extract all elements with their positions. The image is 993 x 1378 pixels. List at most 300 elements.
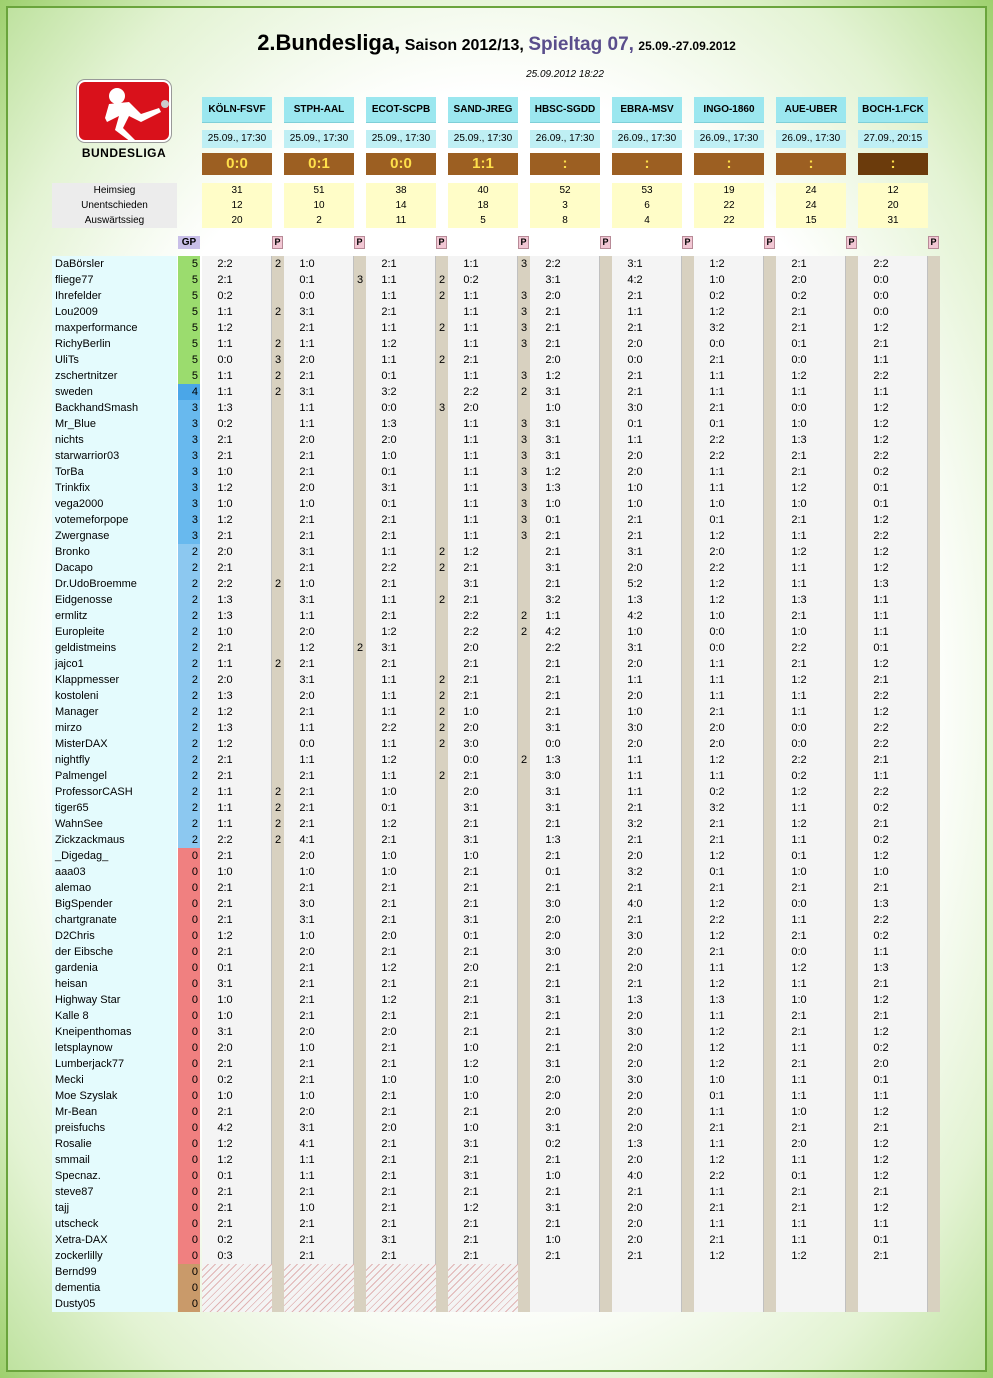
player-name: Europleite (55, 626, 105, 638)
tip-cell: 1:1 (463, 338, 479, 350)
tip-cell: 0:2 (873, 802, 889, 814)
tip-cell: 2:1 (381, 258, 397, 270)
tip-cell (284, 1280, 330, 1296)
tip-cell: 2:1 (627, 530, 643, 542)
player-points: 0 (178, 1008, 200, 1024)
player-points: 2 (178, 656, 200, 672)
tip-cell: 1:1 (627, 786, 643, 798)
tip-cell: 1:1 (873, 354, 889, 366)
date-range: 25.09.-27.09.2012 (638, 39, 736, 53)
tip-points: 2 (438, 354, 446, 366)
tip-cell: 1:0 (381, 850, 397, 862)
tip-cell: 1:2 (545, 466, 561, 478)
tip-cell: 1:2 (709, 978, 725, 990)
points-column (518, 256, 530, 1312)
tip-cell: 2:0 (545, 1106, 561, 1118)
tip-cell: 1:0 (381, 786, 397, 798)
match-result: 0:1 (284, 153, 354, 175)
player-name: Lou2009 (55, 306, 98, 318)
player-name: alemao (55, 882, 92, 894)
tip-cell: 2:1 (381, 1170, 397, 1182)
tip-cell: 2:1 (709, 834, 725, 846)
player-name: tiger65 (55, 802, 89, 814)
tip-cell: 1:1 (381, 770, 397, 782)
tip-cell: 2:1 (299, 1250, 315, 1262)
tip-points: 2 (274, 802, 282, 814)
tip-cell: 1:0 (463, 1074, 479, 1086)
tip-cell (776, 1280, 822, 1296)
tip-cell: 2:1 (217, 1058, 233, 1070)
player-name: tajj (55, 1202, 70, 1214)
match-date: 25.09., 17:30 (284, 130, 354, 148)
tip-cell: 2:2 (709, 562, 725, 574)
tip-cell: 1:1 (791, 706, 807, 718)
tip-points: 2 (520, 754, 528, 766)
tip-cell: 2:1 (217, 1186, 233, 1198)
tip-cell: 0:0 (791, 738, 807, 750)
tip-cell: 1:3 (873, 898, 889, 910)
tip-cell: 2:0 (463, 722, 479, 734)
tip-cell: 2:0 (217, 1042, 233, 1054)
tip-cell: 2:1 (709, 882, 725, 894)
tip-cell: 1:2 (791, 546, 807, 558)
tip-cell: 0:0 (873, 274, 889, 286)
tip-cell: 2:1 (873, 754, 889, 766)
tip-cell (366, 1264, 412, 1280)
player-name: RichyBerlin (55, 338, 111, 350)
tip-cell: 1:0 (217, 466, 233, 478)
tip-cell: 1:1 (463, 514, 479, 526)
player-name: Bronko (55, 546, 90, 558)
tip-cell: 0:1 (217, 1170, 233, 1182)
tip-cell: 3:1 (545, 418, 561, 430)
tip-cell: 2:1 (381, 914, 397, 926)
tip-cell: 2:1 (381, 834, 397, 846)
tip-cell: 1:1 (299, 1170, 315, 1182)
tip-cell: 2:1 (299, 450, 315, 462)
tip-cell: 1:1 (709, 674, 725, 686)
tip-cell: 2:1 (299, 802, 315, 814)
tip-cell: 2:1 (463, 770, 479, 782)
tip-cell: 1:3 (217, 722, 233, 734)
tip-cell: 0:2 (709, 290, 725, 302)
tip-cell: 2:1 (627, 290, 643, 302)
tip-cell: 1:2 (217, 738, 233, 750)
player-name: D2Chris (55, 930, 95, 942)
tip-cell: 2:2 (217, 258, 233, 270)
tip-cell: 1:2 (381, 754, 397, 766)
tip-cell: 3:1 (463, 834, 479, 846)
tip-cell: 0:0 (627, 354, 643, 366)
tip-points: 2 (438, 770, 446, 782)
tip-cell: 2:2 (463, 626, 479, 638)
tip-points: 2 (438, 706, 446, 718)
player-points: 2 (178, 800, 200, 816)
tip-cell: 1:0 (627, 498, 643, 510)
stat-draw: 20 (858, 198, 928, 213)
tip-cell: 2:1 (463, 354, 479, 366)
tip-cell: 1:1 (873, 1090, 889, 1102)
points-button[interactable]: P (682, 236, 693, 249)
tip-cell: 1:3 (873, 578, 889, 590)
tip-cell: 4:2 (545, 626, 561, 638)
tip-cell: 1:0 (299, 498, 315, 510)
tip-cell: 4:1 (299, 834, 315, 846)
player-points: 5 (178, 272, 200, 288)
match-date: 26.09., 17:30 (612, 130, 682, 148)
tip-cell: 2:1 (545, 882, 561, 894)
tip-cell: 1:1 (709, 770, 725, 782)
tip-cell: 1:2 (873, 658, 889, 670)
stat-draw: 24 (776, 198, 846, 213)
tip-cell: 1:1 (299, 754, 315, 766)
tip-cell: 2:0 (627, 1218, 643, 1230)
tip-cell: 1:0 (217, 498, 233, 510)
update-timestamp: 25.09.2012 18:22 (526, 69, 604, 80)
tip-cell: 1:0 (463, 706, 479, 718)
tip-cell: 1:0 (217, 994, 233, 1006)
tip-cell: 1:1 (463, 290, 479, 302)
tip-cell: 1:2 (217, 322, 233, 334)
tip-cell: 0:1 (545, 514, 561, 526)
tip-cell: 1:1 (709, 466, 725, 478)
tip-cell: 2:1 (299, 770, 315, 782)
tip-cell: 2:1 (873, 1250, 889, 1262)
stat-label: Auswärtssieg (52, 213, 177, 228)
tip-cell: 1:1 (217, 338, 233, 350)
tip-cell: 1:0 (545, 1170, 561, 1182)
tip-cell: 1:1 (381, 706, 397, 718)
tip-cell: 2:0 (299, 434, 315, 446)
player-name: Manager (55, 706, 99, 718)
tip-cell: 2:0 (463, 962, 479, 974)
tip-cell: 1:2 (873, 1106, 889, 1118)
tip-cell: 2:1 (545, 1010, 561, 1022)
player-points: 3 (178, 464, 200, 480)
tip-points: 2 (438, 722, 446, 734)
player-points: 4 (178, 384, 200, 400)
stat-away: 15 (776, 213, 846, 228)
player-points: 0 (178, 1200, 200, 1216)
match-date: 26.09., 17:30 (530, 130, 600, 148)
tip-points: 3 (520, 258, 528, 270)
tip-cell: 2:1 (627, 1250, 643, 1262)
tip-cell: 2:1 (381, 946, 397, 958)
tip-cell: 2:1 (545, 850, 561, 862)
player-points: 0 (178, 1296, 200, 1312)
player-points: 0 (178, 1072, 200, 1088)
tip-cell: 2:1 (791, 1058, 807, 1070)
tip-cell: 0:1 (381, 498, 397, 510)
tip-cell: 3:0 (627, 1074, 643, 1086)
tip-cell: 1:0 (217, 1090, 233, 1102)
tip-cell: 0:1 (709, 1090, 725, 1102)
tip-cell: 0:0 (709, 626, 725, 638)
match-date: 26.09., 17:30 (776, 130, 846, 148)
tip-cell: 1:0 (381, 866, 397, 878)
player-name: votemeforpope (55, 514, 129, 526)
tip-cell: 0:2 (873, 834, 889, 846)
tip-cell: 2:0 (299, 690, 315, 702)
tip-cell: 1:1 (381, 690, 397, 702)
tip-cell: 2:1 (381, 658, 397, 670)
tip-cell: 1:3 (545, 482, 561, 494)
tip-cell: 0:2 (545, 1138, 561, 1150)
player-name: ermlitz (55, 610, 88, 622)
tip-cell: 1:0 (627, 626, 643, 638)
tip-cell: 0:1 (791, 338, 807, 350)
tip-cell: 2:1 (627, 514, 643, 526)
tip-cell: 1:3 (381, 418, 397, 430)
match-header: SAND-JREG (448, 97, 518, 123)
tip-cell: 2:1 (627, 370, 643, 382)
points-button[interactable]: P (518, 236, 529, 249)
tip-cell: 1:2 (709, 1250, 725, 1262)
tip-cell: 3:2 (545, 594, 561, 606)
player-name: smmail (55, 1154, 90, 1166)
tip-points: 2 (438, 546, 446, 558)
tip-cell: 2:1 (463, 562, 479, 574)
match-header: ECOT-SCPB (366, 97, 436, 123)
tip-cell: 2:1 (381, 1154, 397, 1166)
tip-cell: 0:1 (709, 866, 725, 878)
tip-cell: 2:1 (381, 578, 397, 590)
stat-home: 12 (858, 183, 928, 198)
tip-cell: 2:1 (545, 978, 561, 990)
tip-cell: 2:1 (463, 1250, 479, 1262)
tip-cell: 3:1 (627, 258, 643, 270)
tip-cell: 2:1 (463, 978, 479, 990)
tip-cell: 1:0 (299, 1042, 315, 1054)
tip-cell: 2:1 (217, 850, 233, 862)
tip-cell: 2:1 (791, 1202, 807, 1214)
tip-cell: 2:1 (217, 1202, 233, 1214)
tip-cell: 2:1 (381, 1202, 397, 1214)
tip-cell: 1:1 (709, 658, 725, 670)
tip-cell: 0:0 (545, 738, 561, 750)
tip-cell: 3:0 (463, 738, 479, 750)
tip-cell: 1:1 (217, 818, 233, 830)
tip-cell (448, 1280, 494, 1296)
tip-cell: 2:1 (545, 706, 561, 718)
player-points: 2 (178, 704, 200, 720)
tip-cell: 1:1 (463, 498, 479, 510)
tip-cell: 0:2 (873, 930, 889, 942)
tip-cell: 2:1 (709, 1122, 725, 1134)
tip-cell: 1:3 (791, 594, 807, 606)
tip-cell: 2:2 (873, 370, 889, 382)
player-points: 2 (178, 768, 200, 784)
player-name: Kneipenthomas (55, 1026, 132, 1038)
tip-cell: 2:1 (545, 674, 561, 686)
player-name: fliege77 (55, 274, 94, 286)
tip-cell: 0:2 (217, 290, 233, 302)
player-points: 2 (178, 544, 200, 560)
tip-cell: 2:1 (381, 898, 397, 910)
points-button[interactable]: P (436, 236, 447, 249)
tip-cell: 1:1 (217, 370, 233, 382)
tip-cell: 2:1 (381, 514, 397, 526)
tip-cell: 1:1 (791, 834, 807, 846)
player-points: 3 (178, 400, 200, 416)
player-name: preisfuchs (55, 1122, 106, 1134)
tip-cell: 2:1 (791, 1026, 807, 1038)
tip-cell: 1:1 (463, 530, 479, 542)
match-header: KÖLN-FSVF (202, 97, 272, 123)
tip-cell: 1:1 (873, 1218, 889, 1230)
player-points: 0 (178, 1168, 200, 1184)
tip-cell: 1:1 (381, 290, 397, 302)
stat-away: 11 (366, 213, 436, 228)
tip-cell: 2:1 (545, 690, 561, 702)
player-name: MisterDAX (55, 738, 108, 750)
points-button[interactable]: P (354, 236, 365, 249)
tip-cell: 2:1 (381, 882, 397, 894)
tip-cell: 1:0 (709, 610, 725, 622)
tip-cell: 2:1 (299, 962, 315, 974)
tip-cell: 2:0 (627, 850, 643, 862)
tip-cell: 0:1 (627, 418, 643, 430)
tip-cell: 2:1 (873, 1186, 889, 1198)
tip-cell: 1:0 (873, 866, 889, 878)
tip-cell: 1:1 (791, 530, 807, 542)
tip-points: 3 (520, 338, 528, 350)
points-button[interactable]: P (764, 236, 775, 249)
tip-points: 2 (274, 370, 282, 382)
player-name: heisan (55, 978, 88, 990)
tip-cell: 3:1 (299, 1122, 315, 1134)
player-name: Eidgenosse (55, 594, 113, 606)
tip-points: 3 (520, 530, 528, 542)
tip-cell: 0:2 (217, 418, 233, 430)
tip-cell: 0:1 (873, 1074, 889, 1086)
tip-cell: 2:0 (627, 1122, 643, 1134)
player-points: 0 (178, 1136, 200, 1152)
tip-cell: 2:1 (791, 610, 807, 622)
tip-cell (530, 1296, 576, 1312)
tip-points: 2 (438, 738, 446, 750)
tip-cell: 1:2 (873, 1138, 889, 1150)
tip-cell: 2:1 (217, 914, 233, 926)
tip-cell: 1:0 (791, 866, 807, 878)
tip-cell: 3:2 (627, 818, 643, 830)
player-points: 5 (178, 320, 200, 336)
player-name: mirzo (55, 722, 82, 734)
match-header: INGO-1860 (694, 97, 764, 123)
tip-cell (858, 1296, 904, 1312)
tip-points: 2 (274, 306, 282, 318)
player-points: 3 (178, 416, 200, 432)
points-button[interactable]: P (272, 236, 283, 249)
tip-cell (530, 1280, 576, 1296)
player-points: 0 (178, 912, 200, 928)
tip-cell: 2:0 (381, 1026, 397, 1038)
tip-cell: 1:1 (217, 802, 233, 814)
tip-cell: 1:2 (381, 626, 397, 638)
tip-cell: 1:1 (873, 626, 889, 638)
tip-cell: 2:1 (873, 338, 889, 350)
tip-cell: 2:2 (381, 722, 397, 734)
player-name: WahnSee (55, 818, 103, 830)
tip-cell: 3:1 (545, 722, 561, 734)
player-name: kostoleni (55, 690, 99, 702)
player-points: 0 (178, 1024, 200, 1040)
player-points: 0 (178, 864, 200, 880)
tip-cell: 1:0 (217, 1010, 233, 1022)
match-date: 25.09., 17:30 (202, 130, 272, 148)
tip-cell: 1:1 (791, 914, 807, 926)
tip-cell: 3:1 (545, 386, 561, 398)
tip-cell: 2:1 (791, 930, 807, 942)
matchday-label: Spieltag 07, (528, 34, 634, 55)
tip-cell: 2:0 (545, 930, 561, 942)
player-name: Mr_Blue (55, 418, 96, 430)
tip-points: 2 (520, 610, 528, 622)
tip-cell: 1:1 (873, 946, 889, 958)
tip-cell: 2:1 (709, 1234, 725, 1246)
tip-cell: 2:1 (791, 466, 807, 478)
match-date: 25.09., 17:30 (448, 130, 518, 148)
tip-points: 2 (438, 322, 446, 334)
tip-cell: 1:1 (299, 1154, 315, 1166)
tip-cell: 2:1 (299, 514, 315, 526)
tip-points: 2 (274, 658, 282, 670)
tip-points: 3 (520, 482, 528, 494)
tip-cell: 2:1 (217, 946, 233, 958)
tip-cell: 1:1 (873, 386, 889, 398)
tip-cell: 2:1 (627, 386, 643, 398)
stat-draw: 12 (202, 198, 272, 213)
tip-cell: 3:1 (299, 306, 315, 318)
tip-cell: 2:1 (791, 1010, 807, 1022)
tip-cell: 1:1 (463, 322, 479, 334)
tip-cell: 1:1 (299, 418, 315, 430)
tip-cell: 2:1 (545, 546, 561, 558)
match-result: : (612, 153, 682, 175)
tip-cell: 1:2 (709, 530, 725, 542)
tip-cell: 4:2 (627, 610, 643, 622)
tip-cell: 2:1 (217, 642, 233, 654)
player-points: 2 (178, 640, 200, 656)
tip-cell: 2:1 (217, 434, 233, 446)
tip-cell: 2:1 (873, 818, 889, 830)
points-button[interactable]: P (928, 236, 939, 249)
tip-cell: 2:2 (545, 642, 561, 654)
tip-cell: 1:0 (545, 1234, 561, 1246)
tip-cell: 1:1 (381, 546, 397, 558)
tip-cell: 3:0 (545, 898, 561, 910)
tip-cell: 0:1 (791, 850, 807, 862)
tip-cell: 1:1 (217, 386, 233, 398)
tip-cell: 2:1 (299, 466, 315, 478)
tip-cell: 1:1 (299, 338, 315, 350)
tip-cell: 1:2 (381, 338, 397, 350)
tip-cell: 2:1 (545, 1186, 561, 1198)
tip-cell (202, 1264, 248, 1280)
tip-cell: 3:1 (545, 786, 561, 798)
tip-points: 2 (438, 274, 446, 286)
stat-away: 4 (612, 213, 682, 228)
player-name: zschertnitzer (55, 370, 118, 382)
points-button[interactable]: P (600, 236, 611, 249)
tip-cell: 2:0 (463, 642, 479, 654)
tip-cell: 3:0 (627, 722, 643, 734)
tip-points: 3 (356, 274, 364, 286)
tip-cell: 2:1 (545, 578, 561, 590)
tip-cell: 1:1 (791, 1218, 807, 1230)
player-points: 5 (178, 256, 200, 272)
points-button[interactable]: P (846, 236, 857, 249)
